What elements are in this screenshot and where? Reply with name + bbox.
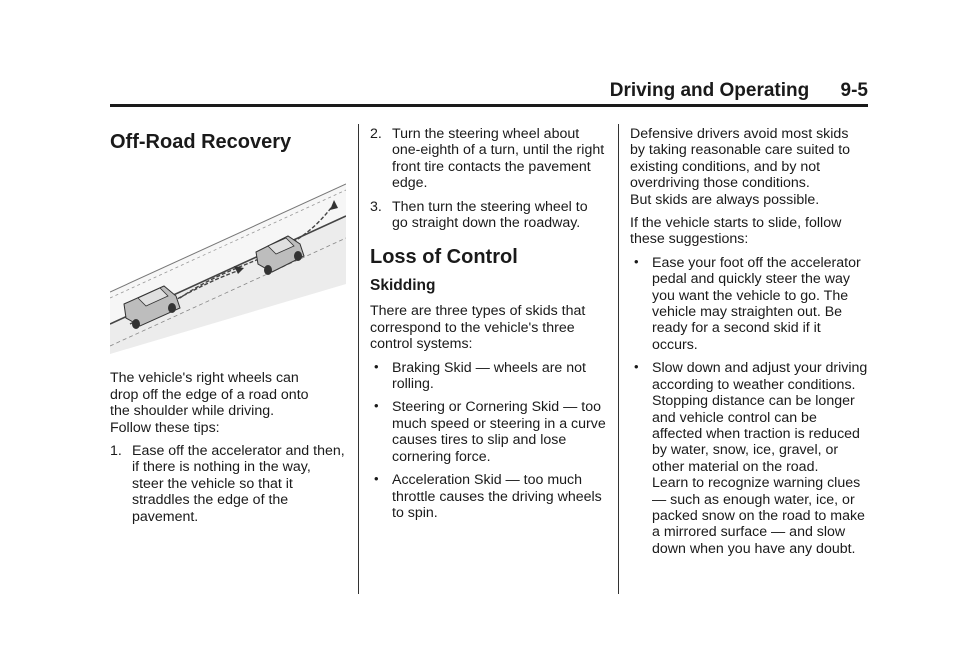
step-3: 3. Then turn the steering wheel to go straight down the roadway.: [370, 198, 588, 232]
bullet-ease-foot: • Ease your foot off the accelerator pedal and quickly steer the way you want the vehicle to go. The vehicle may straighten out. Be ready for a second skid if it occurs.: [634, 253, 861, 353]
step-2: 2. Turn the steering wheel about one-eighth of a turn, until the right front tire contacts the pavement edge.: [370, 126, 605, 192]
header-rule: [110, 104, 868, 107]
header-page-number: 9-5: [840, 80, 868, 101]
column-3: [630, 126, 868, 564]
column-1: [110, 126, 346, 532]
bullet-icon: •: [374, 398, 379, 414]
bullet-slow-down: • Slow down and adjust your driving according to weather conditions. Stopping distance can be longer and vehicle control can be affected when traction is reduced by water, snow, ice, gravel, or other material on the road. Learn to recognize warning clues — such as enough water, ice, or packed snow on the road to make a mirrored surface — and slow down when you have any doubt.: [634, 359, 868, 557]
bullet-icon: •: [634, 253, 639, 269]
section-title-loss-of-control: Loss of Control: [370, 246, 518, 269]
intro-paragraph: The vehicle's right wheels can drop off the edge of a road onto the shoulder while driving. Follow these tips:: [110, 370, 309, 436]
header-section-title: Driving and Operating: [609, 80, 810, 101]
bullet-steering-skid: • Steering or Cornering Skid — too much speed or steering in a curve causes tires to slip and lose cornering force.: [374, 398, 606, 465]
defensive-drivers-paragraph: Defensive drivers avoid most skids by taking reasonable care suited to existing conditions, and by not overdriving those conditions. But skids are always possible.: [630, 126, 851, 208]
skidding-intro: There are three types of skids that correspond to the vehicle's three control systems:: [370, 303, 586, 353]
running-header: [110, 80, 868, 106]
section-title-off-road-recovery: Off-Road Recovery: [110, 131, 292, 153]
subsection-title-skidding: Skidding: [370, 277, 436, 295]
bullet-icon: •: [634, 359, 639, 375]
column-2: [370, 126, 606, 528]
bullet-acceleration-skid: • Acceleration Skid — too much throttle causes the driving wheels to spin.: [374, 471, 602, 521]
step-1: 1. Ease off the accelerator and then, if there is nothing in the way, steer the vehicle so that it straddles the edge of the pavement.: [110, 443, 345, 525]
bullet-icon: •: [374, 358, 379, 374]
bullet-braking-skid: • Braking Skid — wheels are not rolling.: [374, 358, 586, 393]
slide-suggestions-intro: If the vehicle starts to slide, follow these suggestions:: [630, 215, 842, 248]
column-divider-1: [358, 124, 359, 594]
off-road-recovery-illustration: [110, 174, 346, 354]
column-divider-2: [618, 124, 619, 594]
bullet-icon: •: [374, 471, 379, 487]
